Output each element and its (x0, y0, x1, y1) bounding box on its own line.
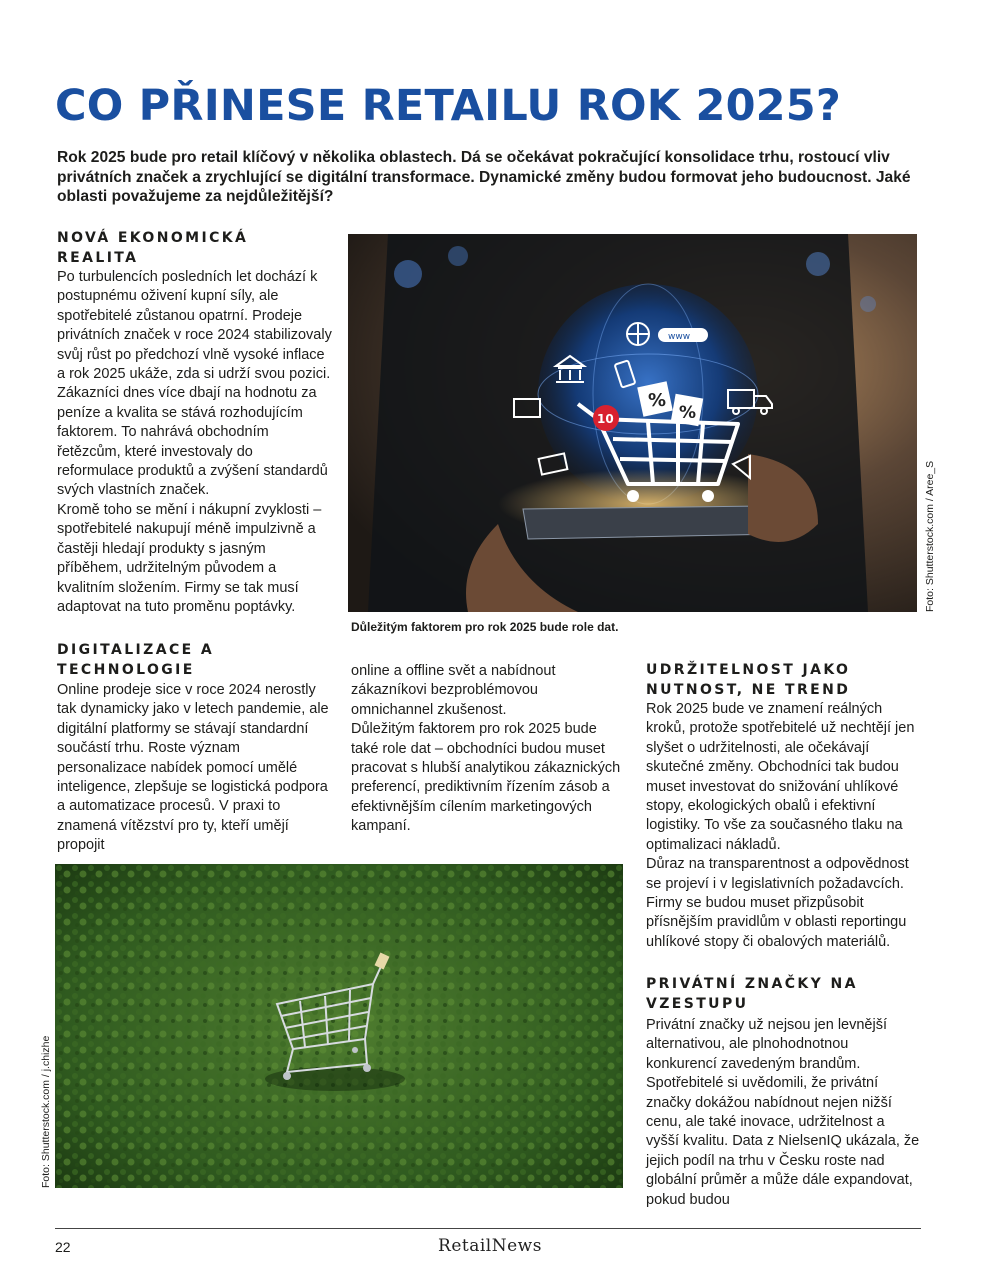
sustainability-paragraph-2: Důraz na transparentnost a odpovědnost se projeví i v legislativních požadavcích. Firmy se budou muset přizpůsobit přísnějším pravidlům v oblasti reportingu uhlíkové stopy či obalových materiálů. (646, 856, 909, 950)
economic-paragraph-2: Kromě toho se mění i nákupní zvyklosti – spotřebitelé nakupují méně impulzivně a častěji hledají produkty s jasným příběhem, udržitelným původem a kvalitním složením. Firmy se tak musí adaptovat na tuto proměnu poptávky. (57, 501, 322, 615)
section-heading-economic: NOVÁ EKONOMICKÁ REALITA (57, 230, 249, 266)
percent-glyph-2: % (679, 403, 697, 423)
www-label: www (668, 332, 691, 342)
data-retail-photo (348, 234, 917, 612)
section-heading-sustainability: UDRŽITELNOST JAKO NUTNOST, NE TREND (646, 662, 851, 698)
sustainability-paragraph-1: Rok 2025 bude ve znamení reálných kroků, protože spotřebitelé už nechtějí jen slyšet o udržitelnosti, ale očekávají skutečné změny. Obchodníci tak budou muset investovat do snižování uhlíkové stopy, ekologických obalů i efektivní logistiky. To vše za současného tlaku na optimalizaci nákladů. (646, 701, 915, 853)
lead-paragraph: Rok 2025 bude pro retail klíčový v několika oblastech. Dá se očekávat pokračující konsolidace trhu, rostoucí vliv privátních značek a zrychlující se digitální transformace. Dynamické změny budou formovat jeho budoucnost. Jaké oblasti považujeme za nejdůležitější? (57, 149, 911, 205)
photo-credit-bottom: Foto: Shutterstock.com / j.chizhe (40, 1035, 52, 1188)
photo-credit-top: Foto: Shutterstock.com / Aree_S (924, 460, 936, 612)
headline: CO PŘINESE RETAILU ROK 2025? (55, 81, 842, 131)
section-text-private-labels: Privátní značky už nejsou jen levnější alternativou, ale plnohodnotnou konkurencí zavedeným brandům. Spotřebitelé si uvědomili, že privátní značky dokážou nabídnout nejen nižší cenu, ale také inovace, udržitelnost a vyšší kvalitu. Data z NielsenIQ ukázala, že jejich podíl na trhu v Česku roste nad globální průměr a může dále expandovat, pokud budou (646, 1017, 920, 1208)
section-text-digital-col1: Online prodeje sice v roce 2024 nerostly tak dynamicky jako v letech pandemie, ale digitální platformy se stávají standardní součástí trhu. Roste význam personalizace nabídek pomocí umělé inteligence, zlepšuje se logistická podpora a automatizace procesů. V praxi to znamená vítězství pro ty, kteří umějí propojit (57, 682, 329, 854)
badge-number: 10 (597, 412, 614, 426)
section-text-sustainability (646, 700, 921, 952)
page-number: 22 (55, 1239, 71, 1255)
retailnews-logo: RetailNews (438, 1236, 542, 1256)
section-heading-digital: DIGITALIZACE A TECHNOLOGIE (57, 642, 215, 678)
percent-glyph-1: % (648, 390, 667, 411)
footer-divider (55, 1228, 921, 1229)
section-text-digital-col2 (351, 662, 621, 837)
economic-paragraph-1: Po turbulencích posledních let dochází k postupnému oživení kupní síly, ale spotřebitelé zůstanou opatrní. Prodeje privátních značek v roce 2024 stabilizovaly svůj růst po předchozí vlně vysoké inflace a rok 2025 ukáže, zda si udrží svou pozici. Zákazníci dnes více dbají na hodnotu za peníze a kvalita se stává rozhodujícím faktorem. To nahrává obchodním řetězcům, které investovaly do reformulace produktů a zvýšení standardů svých vlastních značek. (57, 269, 332, 499)
section-heading-private-labels: PRIVÁTNÍ ZNAČKY NA VZESTUPU (646, 976, 858, 1012)
photo-caption: Důležitým faktorem pro rok 2025 bude role dat. (351, 620, 619, 634)
digital-col2-paragraph-2: Důležitým faktorem pro rok 2025 bude také role dat – obchodníci budou muset pracovat s hlubší analytikou zákaznických preferencí, prediktivním řízením zásob a efektivnějším cílením marketingových kampaní. (351, 721, 621, 835)
grass-cart-photo (55, 864, 623, 1188)
digital-col2-paragraph-1: online a offline svět a nabídnout zákazníkovi bezproblémovou omnichannel zkušenost. (351, 663, 556, 718)
section-text-economic (57, 268, 332, 617)
